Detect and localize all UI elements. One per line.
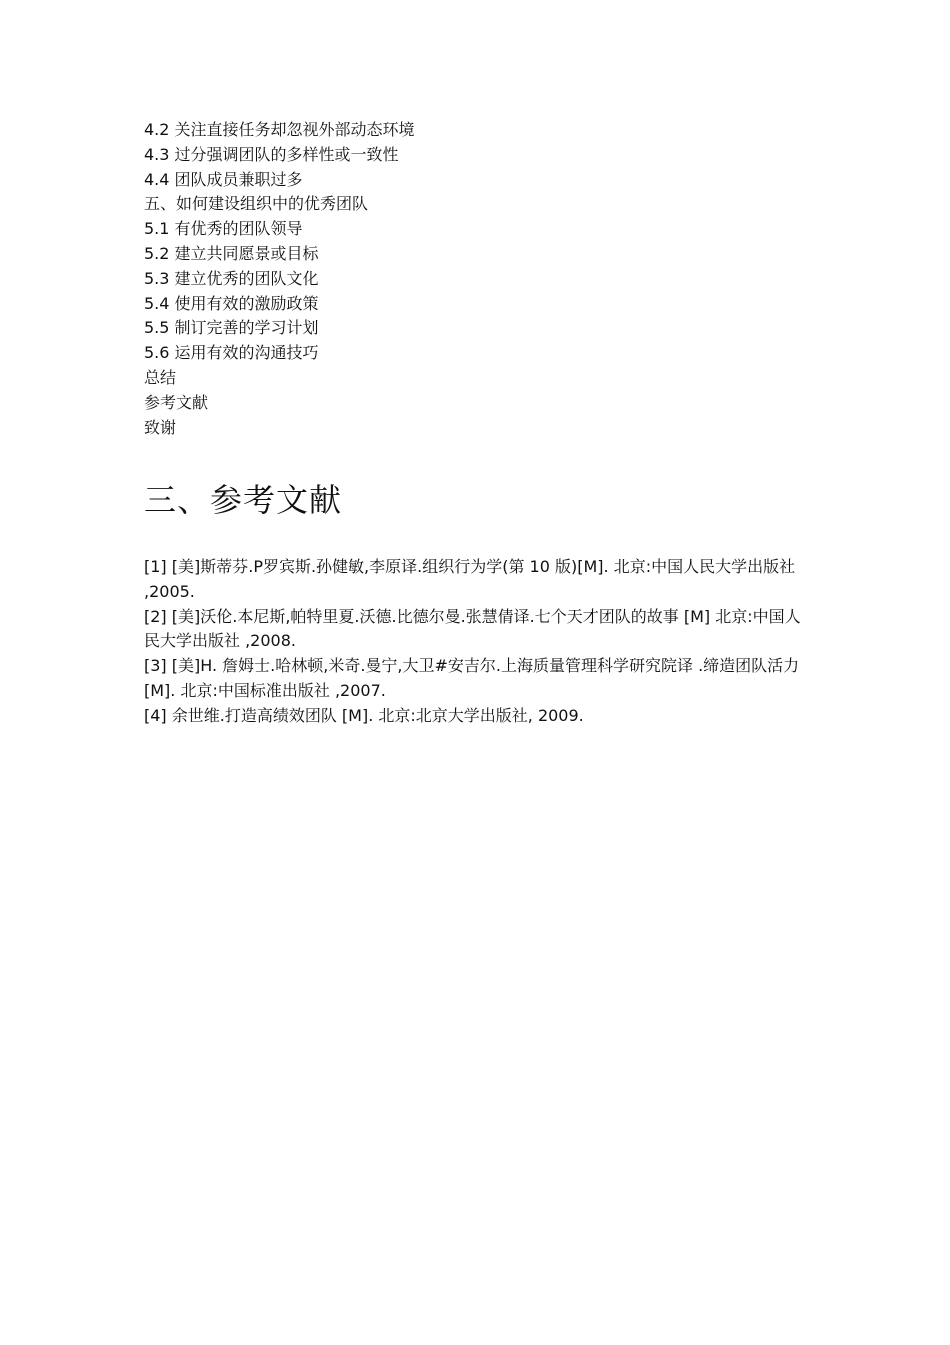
reference-item: [3] [美]H. 詹姆士.哈林顿,米奇.曼宁,大卫#安吉尔.上海质量管理科学研究院译 .缔造团队活力 [M]. 北京:中国标准出版社 ,2007. — [144, 656, 800, 700]
toc-item: 参考文献 — [144, 392, 209, 412]
reference-item: [4] 余世维.打造高绩效团队 [M]. 北京:北京大学出版社, 2009. — [144, 705, 584, 725]
references-heading: 三、参考文献 — [144, 481, 343, 519]
toc-item: 5.3 建立优秀的团队文化 — [144, 268, 319, 288]
table-of-contents — [144, 118, 744, 440]
reference-item: [1] [美]斯蒂芬.P罗宾斯.孙健敏,李原译.组织行为学(第 10 版)[M]. 北京:中国人民大学出版社 ,2005. — [144, 557, 796, 601]
toc-item: 5.5 制订完善的学习计划 — [144, 318, 319, 338]
reference-list — [144, 555, 809, 729]
toc-item: 5.4 使用有效的激励政策 — [144, 293, 319, 313]
toc-item: 5.2 建立共同愿景或目标 — [144, 243, 319, 263]
toc-item: 4.3 过分强调团队的多样性或一致性 — [144, 144, 399, 164]
toc-item: 4.4 团队成员兼职过多 — [144, 169, 303, 189]
toc-item: 五、如何建设组织中的优秀团队 — [144, 194, 369, 214]
toc-item: 总结 — [144, 367, 177, 387]
toc-item: 4.2 关注直接任务却忽视外部动态环境 — [144, 120, 415, 139]
toc-item: 5.1 有优秀的团队领导 — [144, 219, 303, 239]
reference-item: [2] [美]沃伦.本尼斯,帕特里夏.沃德.比德尔曼.张慧倩译.七个天才团队的故事 [M] 北京:中国人民大学出版社 ,2008. — [144, 606, 801, 651]
toc-item: 5.6 运用有效的沟通技巧 — [144, 343, 319, 363]
toc-item: 致谢 — [144, 417, 177, 437]
